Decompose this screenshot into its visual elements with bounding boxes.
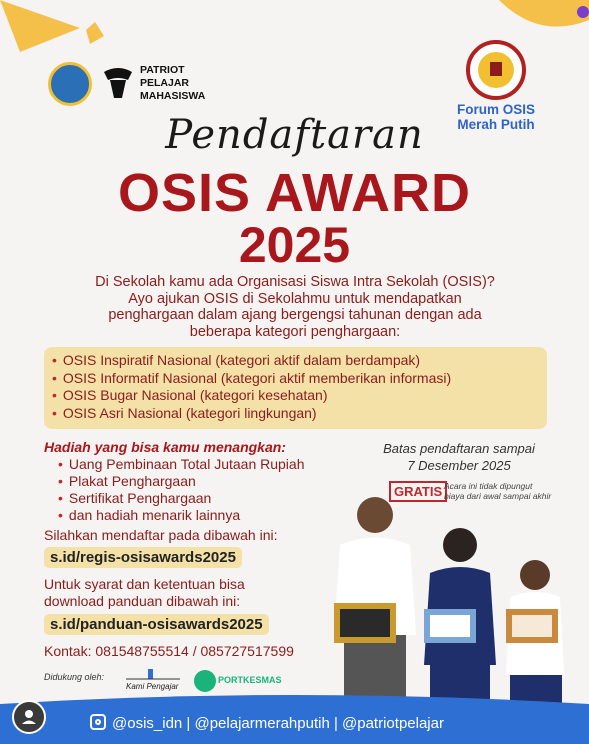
kemendikdasmen-logo [48, 62, 92, 106]
prize-item: • Plakat Penghargaan [58, 473, 304, 490]
user-icon [14, 702, 44, 732]
terms-text: Untuk syarat dan ketentuan bisa download panduan dibawah ini: [44, 576, 245, 609]
forum-osis-text: Forum OSIS Merah Putih [456, 102, 535, 132]
script-heading: Pendaftaran [165, 112, 424, 158]
title-year: 2025 [238, 217, 351, 273]
prizes-list [58, 456, 304, 524]
category-item: • OSIS Bugar Nasional (kategori kesehatan) [52, 387, 539, 405]
guide-link[interactable]: s.id/panduan-osisawards2025 [44, 614, 269, 635]
prizes-heading: Hadiah yang bisa kamu menangkan: [44, 439, 286, 455]
forum-osis-logo [466, 40, 526, 100]
registration-link[interactable]: s.id/regis-osisawards2025 [44, 547, 242, 568]
portkesmas-logo [194, 670, 216, 692]
patriot-pelajar-logo [100, 62, 136, 102]
category-item: • OSIS Asri Nasional (kategori lingkungan) [52, 405, 539, 423]
prize-item: • Sertifikat Penghargaan [58, 490, 304, 507]
support-label: Didukung oleh: [44, 672, 105, 682]
social-text: @osis_idn | @pelajarmerahputih | @patriotpelajar [112, 715, 444, 732]
category-item: • OSIS Informatif Nasional (kategori aktif memberikan informasi) [52, 370, 539, 388]
intro-paragraph: Di Sekolah kamu ada Organisasi Siswa Intra Sekolah (OSIS)? Ayo ajukan OSIS di Sekolahmu untuk mendapatkan penghargaan dalam ajang bergengsi tahunan dengan ada beberapa kategori penghargaan: [95, 274, 495, 340]
category-item: • OSIS Inspiratif Nasional (kategori aktif dalam berdampak) [52, 352, 539, 370]
students-photo [320, 485, 588, 705]
categories-box [44, 347, 547, 429]
contact-text: Kontak: 081548755514 / 085727517599 [44, 643, 294, 659]
patriot-pelajar-text: PATRIOT PELAJAR MAHASISWA [140, 64, 206, 102]
portkesmas-text: PORTKESMAS [218, 675, 282, 685]
avatar[interactable] [12, 700, 46, 734]
instagram-icon [90, 714, 106, 730]
gratis-badge: GRATIS [389, 481, 447, 502]
prize-item: • dan hadiah menarik lainnya [58, 507, 304, 524]
decorative-corner-shape [0, 0, 120, 60]
social-handles [90, 714, 444, 732]
gratis-note: Acara ini tidak dipungut biaya dari awal sampai akhir [444, 481, 552, 501]
registration-text: Silahkan mendaftar pada dibawah ini: [44, 527, 278, 543]
page-title: OSIS AWARD [117, 163, 472, 223]
kami-pengajar-text: Kami Pengajar [126, 682, 179, 691]
decorative-corner-shape [479, 0, 589, 40]
deadline-text: Batas pendaftaran sampai 7 Desember 2025 [383, 441, 535, 473]
prize-item: • Uang Pembinaan Total Jutaan Rupiah [58, 456, 304, 473]
